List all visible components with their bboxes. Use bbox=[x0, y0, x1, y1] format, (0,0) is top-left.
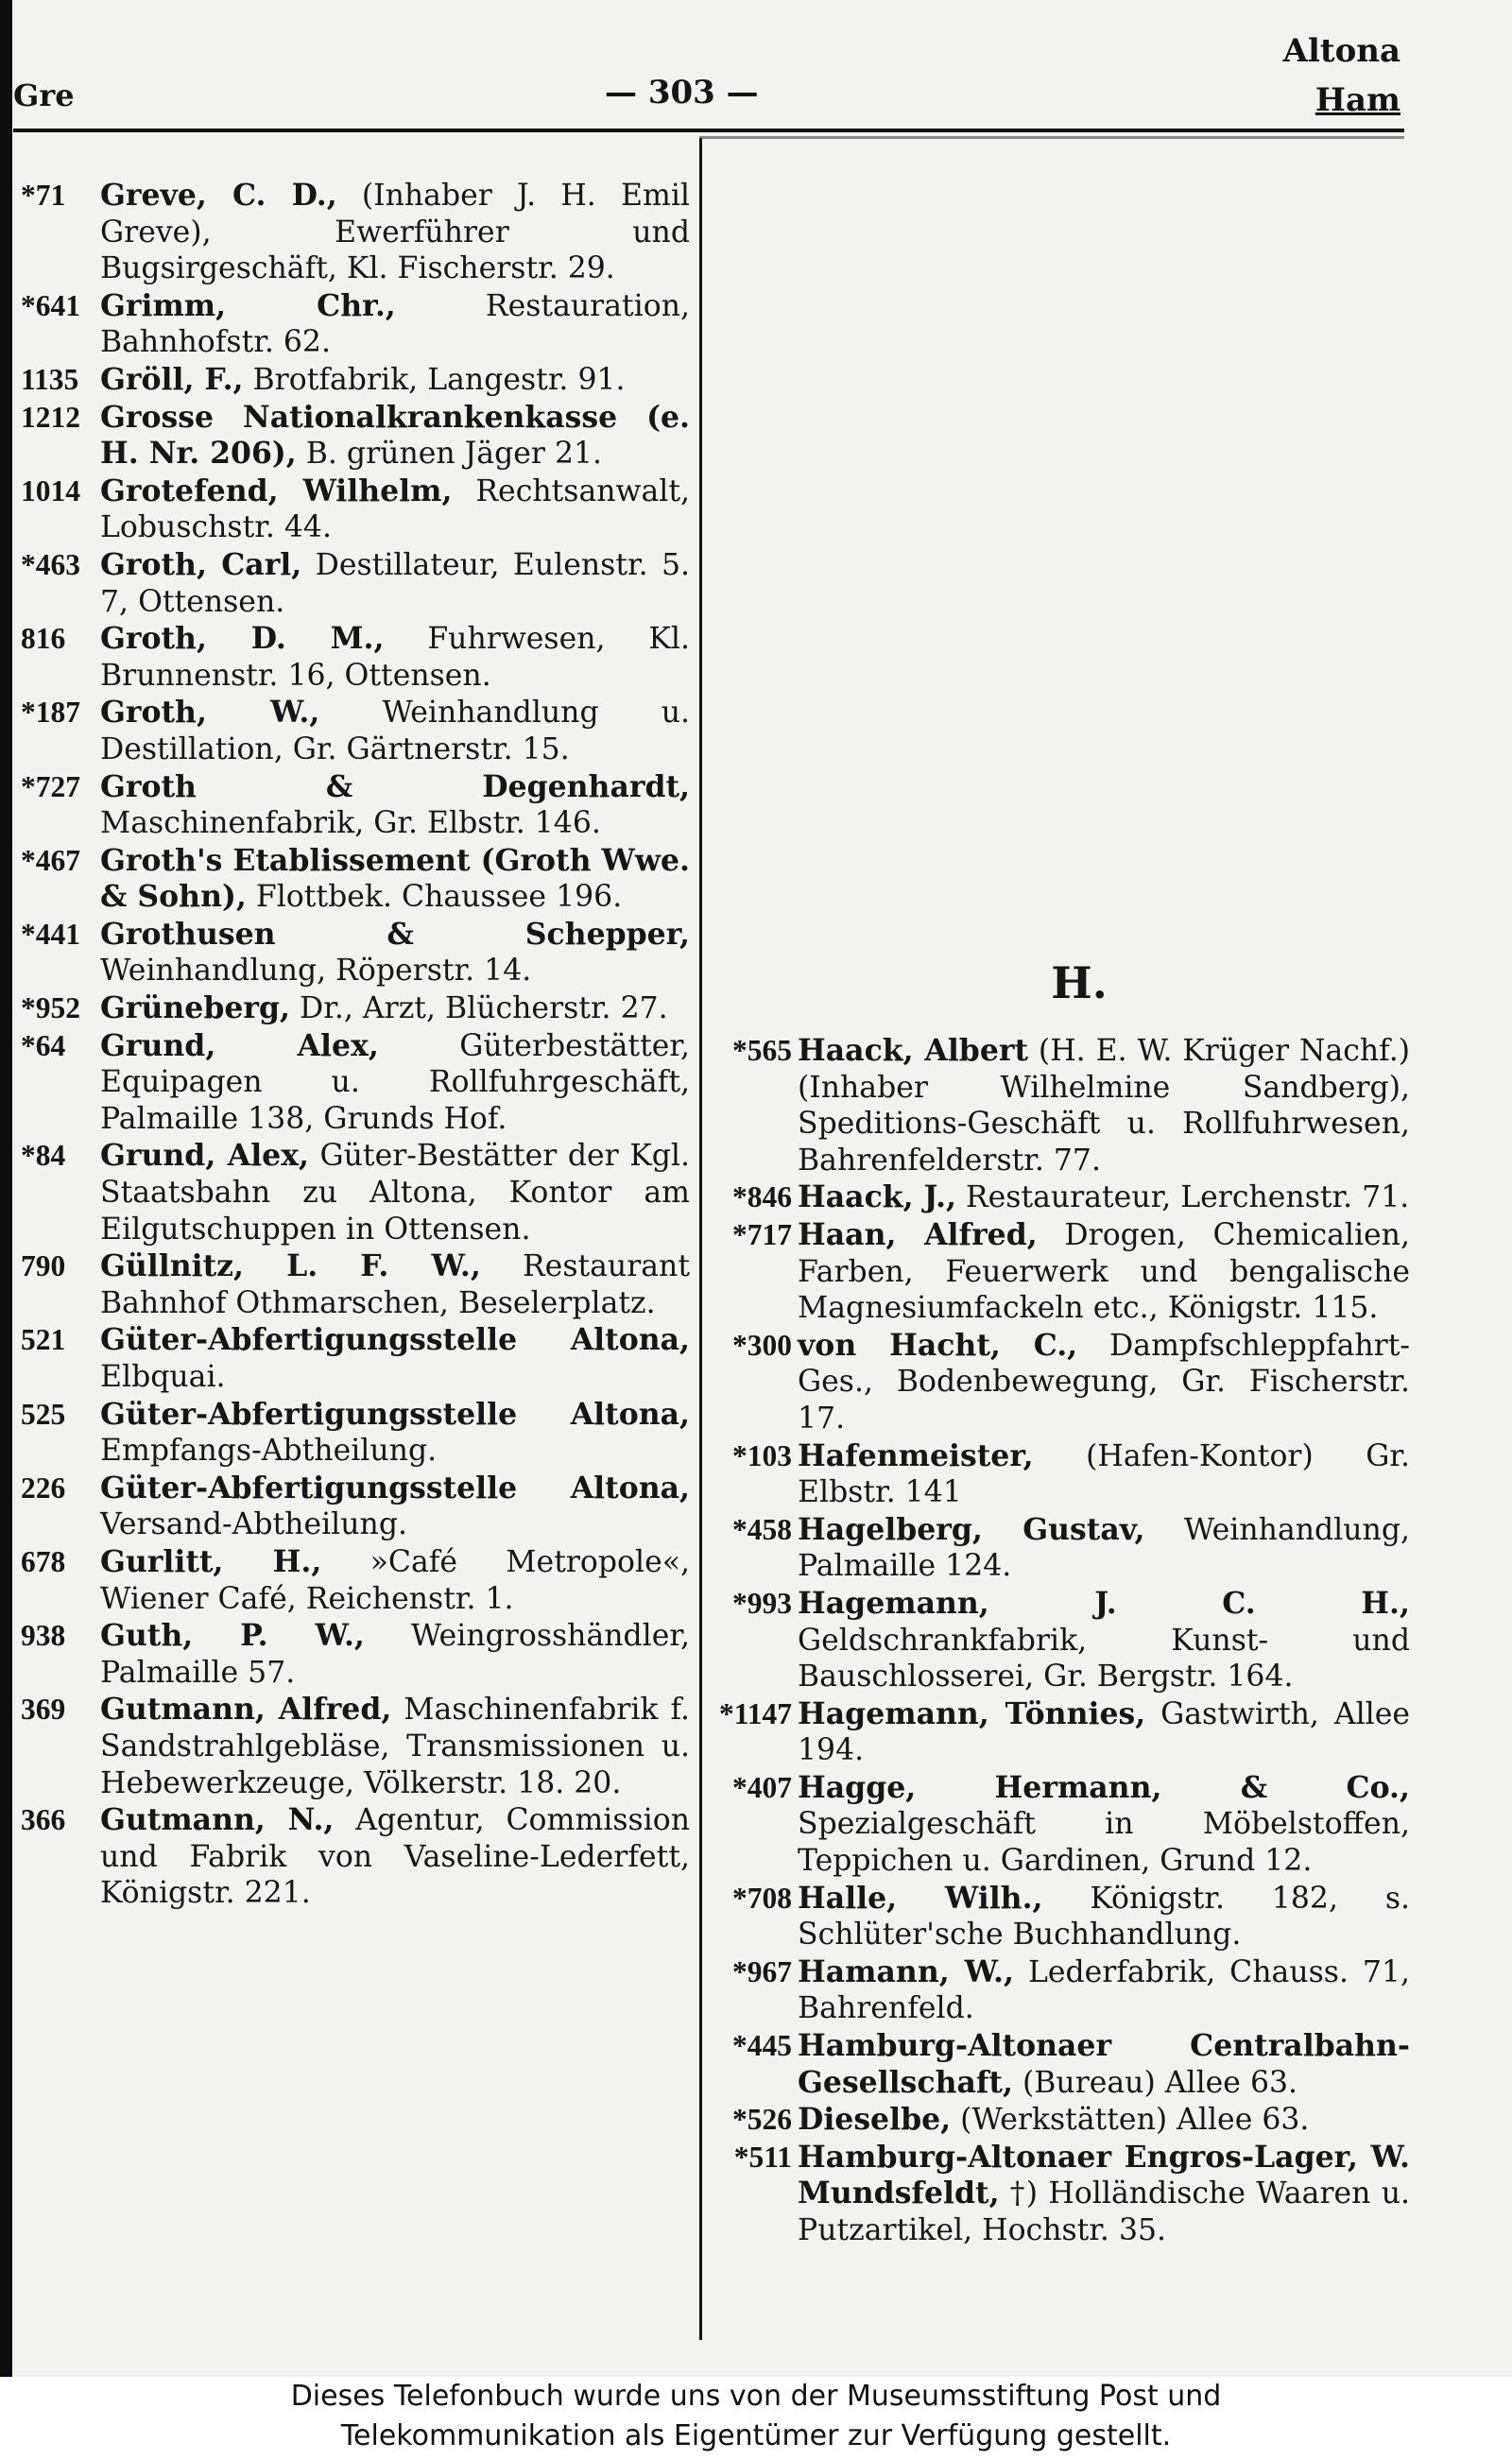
phone-number: 1014 bbox=[21, 473, 80, 507]
directory-entry bbox=[13, 990, 690, 1027]
entry-details: Elbquai. bbox=[100, 1360, 226, 1394]
directory-entry bbox=[13, 1397, 690, 1470]
phone-number: *952 bbox=[21, 991, 80, 1025]
phone-number: *708 bbox=[732, 1881, 792, 1915]
entry-details: Dr., Arzt, Blücherstr. 27. bbox=[290, 991, 668, 1026]
entry-details: B. grünen Jäger 21. bbox=[296, 437, 603, 472]
phone-number: 366 bbox=[21, 1803, 66, 1837]
entry-details: Güter-Bestätter der Kgl. Staatsbahn zu Altona, Kontor am Eilgutschuppen in Ottensen. bbox=[100, 1139, 690, 1247]
right-entries bbox=[711, 1033, 1410, 2249]
entry-name: von Hacht, C., bbox=[798, 1327, 1078, 1363]
directory-entry bbox=[13, 178, 690, 287]
directory-entry bbox=[711, 1438, 1410, 1511]
entry-details: Maschinenfabrik f. Sandstrahlgebläse, Transmissionen u. Hebewerkzeuge, Völkerstr. 18. 20. bbox=[100, 1693, 690, 1800]
entry-name: Dieselbe, bbox=[798, 2102, 952, 2138]
directory-entry bbox=[13, 400, 690, 473]
page-number: — 303 — bbox=[605, 74, 759, 112]
phone-number: *103 bbox=[732, 1438, 792, 1472]
phone-number: 521 bbox=[21, 1323, 66, 1357]
book-binding-edge bbox=[0, 0, 12, 2377]
phone-number: *458 bbox=[732, 1512, 792, 1546]
entry-name: Grothusen & Schepper, bbox=[100, 916, 690, 952]
entry-details: Geldschrankfabrik, Kunst- und Bauschlosserei, Gr. Bergstr. 164. bbox=[798, 1623, 1410, 1694]
entry-details: Güterbestätter, Equipagen u. Rollfuhrgeschäft, Palmaille 138, Grunds Hof. bbox=[100, 1028, 690, 1136]
entry-details: »Café Metropole«, Wiener Café, Reichenstr. 1. bbox=[100, 1544, 690, 1616]
entry-name: Haack, Albert bbox=[798, 1033, 1029, 1068]
entry-name: Grüneberg, bbox=[100, 990, 290, 1026]
phone-number: *187 bbox=[21, 696, 80, 730]
phone-number: *727 bbox=[21, 769, 80, 803]
running-head-right bbox=[1283, 26, 1400, 125]
phone-number: *846 bbox=[732, 1180, 792, 1214]
entry-name: Güter-Abfertigungsstelle Altona, bbox=[100, 1322, 690, 1358]
entry-name: Groth, Carl, bbox=[100, 546, 302, 582]
phone-number: *967 bbox=[732, 1954, 792, 1988]
phone-number: 938 bbox=[21, 1619, 66, 1653]
entry-details: †) Holländische Waaren u. Putzartikel, Hochstr. 35. bbox=[798, 2176, 1410, 2247]
entry-details: Maschinenfabrik, Gr. Elbstr. 146. bbox=[100, 806, 601, 841]
entry-details: Agentur, Commission und Fabrik von Vaseline-Lederfett, Königstr. 221. bbox=[100, 1803, 690, 1911]
entry-details: Brotfabrik, Langestr. 91. bbox=[243, 362, 626, 397]
directory-entry bbox=[13, 1471, 690, 1543]
directory-entry bbox=[711, 1586, 1410, 1695]
phone-number: *526 bbox=[732, 2103, 792, 2137]
header-rule bbox=[13, 129, 1404, 132]
footer-notice bbox=[0, 2377, 1512, 2460]
entry-details: Rechtsanwalt, Lobuschstr. 44. bbox=[100, 473, 691, 545]
entry-details: (Inhaber J. H. Emil Greve), Ewerführer und Bugsirgeschäft, Kl. Fischerstr. 29. bbox=[100, 179, 690, 286]
directory-entry bbox=[13, 1692, 690, 1801]
phone-number: *71 bbox=[21, 179, 66, 212]
entry-name: Greve, C. D., bbox=[100, 178, 337, 213]
entry-name: Güter-Abfertigungsstelle Altona, bbox=[100, 1470, 690, 1505]
entry-name: Grund, Alex, bbox=[100, 1027, 379, 1063]
entry-details: Königstr. 182, s. Schlüter'sche Buchhandlung. bbox=[798, 1881, 1411, 1953]
phone-number: *717 bbox=[732, 1217, 792, 1251]
directory-entry bbox=[13, 1138, 690, 1247]
directory-entry bbox=[711, 1954, 1410, 2027]
directory-entry bbox=[13, 547, 690, 620]
entry-name: Gutmann, Alfred, bbox=[100, 1692, 392, 1728]
entry-name: Grimm, Chr., bbox=[100, 287, 396, 323]
phone-number: *407 bbox=[732, 1770, 792, 1804]
entry-name: Grotefend, Wilhelm, bbox=[100, 473, 453, 508]
left-column bbox=[13, 178, 690, 1913]
entry-details: Weinhandlung u. Destillation, Gr. Gärtnerstr. 15. bbox=[100, 696, 690, 766]
entry-details: (Werkstätten) Allee 63. bbox=[951, 2103, 1310, 2138]
directory-entry bbox=[711, 1881, 1410, 1953]
directory-entry bbox=[711, 1033, 1410, 1178]
running-head-right-line2: Ham bbox=[1314, 81, 1400, 119]
entry-details: Lederfabrik, Chauss. 71, Bahrenfeld. bbox=[798, 1954, 1410, 2026]
entry-details: (H. E. W. Krüger Nachf.) (Inhaber Wilhelmine Sandberg), Speditions-Geschäft u. Rollfuhrwesen, Bahrenfelderstr. 77. bbox=[798, 1034, 1410, 1178]
entry-name: Hagemann, J. C. H., bbox=[798, 1585, 1410, 1621]
phone-number: *993 bbox=[732, 1586, 792, 1620]
directory-entry bbox=[13, 769, 690, 842]
directory-entry bbox=[13, 1028, 690, 1138]
directory-entry bbox=[711, 1328, 1410, 1437]
directory-entry bbox=[711, 1770, 1410, 1880]
entry-details: Gastwirth, Allee 194. bbox=[798, 1696, 1410, 1768]
entry-name: Güllnitz, L. F. W., bbox=[100, 1248, 481, 1284]
section-letter: H. bbox=[1051, 957, 1108, 1008]
directory-entry bbox=[13, 1618, 690, 1691]
running-head-left: Gre bbox=[13, 77, 75, 113]
phone-number: *64 bbox=[21, 1028, 66, 1062]
phone-number: 369 bbox=[21, 1693, 66, 1727]
entry-details: (Hafen-Kontor) Gr. Elbstr. 141 bbox=[798, 1438, 1410, 1510]
phone-number: *300 bbox=[732, 1328, 792, 1362]
directory-entry bbox=[13, 1802, 690, 1912]
phone-number: *565 bbox=[732, 1034, 792, 1067]
entry-name: Halle, Wilh., bbox=[798, 1880, 1043, 1916]
entry-name: Hamburg-Altonaer Engros-Lager, W. Mundsfeldt, bbox=[798, 2139, 1410, 2211]
directory-entry bbox=[13, 843, 690, 916]
entry-details: Versand-Abtheilung. bbox=[100, 1507, 407, 1542]
entry-details: Destillateur, Eulenstr. 5. 7, Ottensen. bbox=[100, 547, 691, 619]
entry-details: Weingrosshändler, Palmaille 57. bbox=[100, 1619, 690, 1690]
directory-entry bbox=[711, 1179, 1410, 1216]
right-column bbox=[711, 178, 1410, 2250]
entry-name: Hamann, W., bbox=[798, 1953, 1014, 1989]
column-divider bbox=[699, 138, 702, 2340]
running-head-right-line1: Altona bbox=[1282, 32, 1400, 70]
phone-number: *511 bbox=[733, 2140, 792, 2174]
entry-details: Weinhandlung, Palmaille 124. bbox=[798, 1512, 1411, 1584]
entry-details: Empfangs-Abtheilung. bbox=[100, 1434, 438, 1469]
entry-details: Weinhandlung, Röperstr. 14. bbox=[100, 954, 532, 989]
phone-number: *84 bbox=[21, 1139, 66, 1173]
header-rule-secondary bbox=[699, 136, 1404, 139]
entry-name: Groth & Degenhardt, bbox=[100, 768, 690, 804]
entry-name: Grosse Nationalkrankenkasse (e. H. Nr. 206), bbox=[100, 399, 690, 472]
directory-entry bbox=[13, 1248, 690, 1321]
entry-name: Gutmann, N., bbox=[100, 1802, 335, 1838]
directory-entry bbox=[13, 1544, 690, 1617]
entry-details: (Bureau) Allee 63. bbox=[1012, 2065, 1298, 2100]
phone-number: 525 bbox=[21, 1397, 66, 1431]
entry-name: Hamburg-Altonaer Centralbahn-Gesellschaft, bbox=[798, 2028, 1410, 2100]
directory-entry bbox=[13, 917, 690, 989]
directory-entry bbox=[13, 695, 690, 767]
phone-number: *467 bbox=[21, 843, 80, 877]
directory-entry bbox=[13, 1322, 690, 1395]
entry-details: Spezialgeschäft in Möbelstoffen, Teppichen u. Gardinen, Grund 12. bbox=[798, 1807, 1410, 1879]
entry-details: Drogen, Chemicalien, Farben, Feuerwerk und bengalische Magnesiumfackeln etc., Königstr. 115. bbox=[798, 1217, 1410, 1326]
entry-name: Hagge, Hermann, & Co., bbox=[798, 1769, 1410, 1805]
footer-line-2: Telekommunikation als Eigentümer zur Verfügung gestellt. bbox=[340, 2419, 1172, 2452]
entry-details: Restaurant Bahnhof Othmarschen, Beselerplatz. bbox=[100, 1249, 690, 1320]
directory-entry bbox=[711, 2028, 1410, 2101]
entry-name: Hagelberg, Gustav, bbox=[798, 1511, 1145, 1547]
directory-entry bbox=[13, 621, 690, 694]
entry-name: Groth, D. M., bbox=[100, 621, 385, 657]
entry-name: Groth's Etablissement (Groth Wwe. & Sohn), bbox=[100, 842, 690, 915]
phone-number: *641 bbox=[21, 288, 80, 322]
phone-number: *1147 bbox=[718, 1696, 792, 1730]
directory-entry bbox=[711, 1217, 1410, 1327]
entry-details: Restauration, Bahnhofstr. 62. bbox=[100, 288, 690, 360]
entry-details: Restaurateur, Lerchenstr. 71. bbox=[955, 1180, 1410, 1215]
phone-number: 678 bbox=[21, 1544, 66, 1578]
entry-name: Haack, J., bbox=[798, 1179, 956, 1215]
phone-number: 226 bbox=[21, 1471, 66, 1505]
entry-details: Flottbek. Chaussee 196. bbox=[246, 880, 623, 915]
entry-details: Fuhrwesen, Kl. Brunnenstr. 16, Ottensen. bbox=[100, 622, 690, 693]
directory-entry bbox=[711, 1512, 1410, 1585]
directory-entry bbox=[711, 2102, 1410, 2139]
entry-name: Gröll, F., bbox=[100, 361, 244, 397]
entry-name: Hafenmeister, bbox=[798, 1437, 1034, 1473]
phone-number: *463 bbox=[21, 547, 80, 581]
entry-details: Dampfschleppfahrt-Ges., Bodenbewegung, Gr. Fischerstr. 17. bbox=[798, 1328, 1411, 1436]
phone-number: *445 bbox=[732, 2029, 792, 2063]
phone-number: *441 bbox=[21, 917, 80, 951]
entry-name: Gurlitt, H., bbox=[100, 1543, 322, 1579]
entry-name: Grund, Alex, bbox=[100, 1138, 309, 1174]
entry-name: Guth, P. W., bbox=[100, 1618, 365, 1654]
phone-number: 816 bbox=[21, 622, 66, 656]
phone-number: 790 bbox=[21, 1249, 66, 1283]
directory-entry bbox=[13, 362, 690, 399]
entry-name: Groth, W., bbox=[100, 695, 320, 731]
entry-name: Güter-Abfertigungsstelle Altona, bbox=[100, 1396, 690, 1432]
directory-entry bbox=[13, 473, 690, 546]
directory-entry bbox=[13, 288, 690, 361]
entry-name: Haan, Alfred, bbox=[798, 1216, 1038, 1252]
footer-line-1: Dieses Telefonbuch wurde uns von der Museumsstiftung Post und bbox=[290, 2380, 1222, 2413]
phone-number: 1212 bbox=[21, 400, 80, 434]
directory-entry bbox=[711, 2140, 1410, 2249]
entry-name: Hagemann, Tönnies, bbox=[798, 1695, 1146, 1731]
phone-number: 1135 bbox=[21, 362, 79, 396]
directory-entry bbox=[711, 1696, 1410, 1769]
